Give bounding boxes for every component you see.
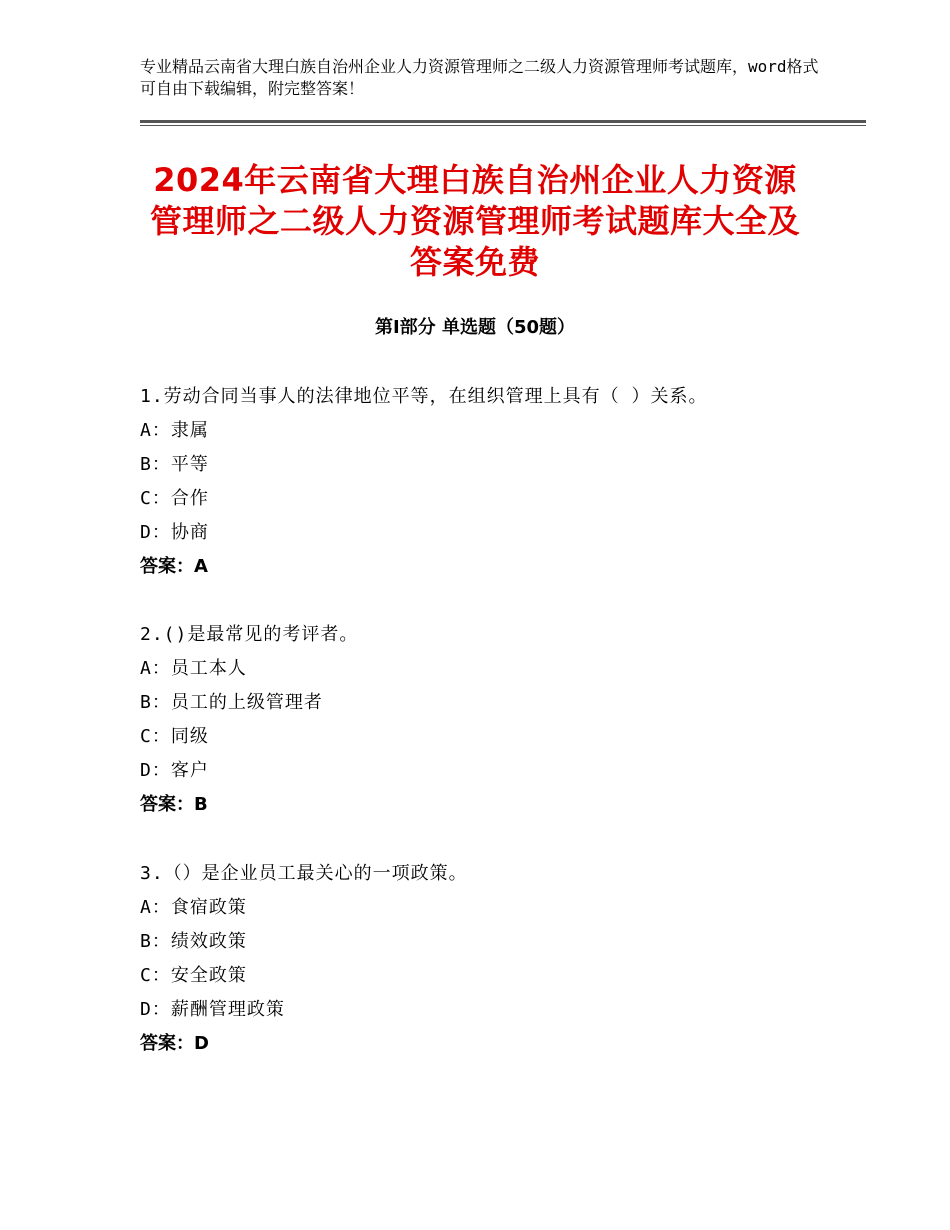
- option-d: D：薪酬管理政策: [140, 999, 285, 1020]
- option-d: D：协商: [140, 522, 209, 543]
- option-b: B：绩效政策: [140, 931, 247, 952]
- option-b: B：员工的上级管理者: [140, 692, 323, 713]
- header-divider-thick: [140, 120, 866, 123]
- option-c: C：合作: [140, 488, 209, 509]
- option-a: A：隶属: [140, 420, 209, 441]
- document-title: 2024年云南省大理白族自治州企业人力资源管理师之二级人力资源管理师考试题库大全及答案免费: [149, 161, 800, 281]
- answer-label: 答案：D: [140, 1033, 209, 1054]
- answer-label: 答案：B: [140, 794, 208, 815]
- section-heading: 第Ⅰ部分 单选题（50题）: [374, 317, 575, 338]
- question-3: [140, 861, 840, 1065]
- header-note: 专业精品云南省大理白族自治州企业人力资源管理师之二级人力资源管理师考试题库，word格式可自由下载编辑，附完整答案！: [140, 57, 819, 98]
- question-2: [140, 622, 840, 826]
- option-b: B：平等: [140, 454, 209, 475]
- option-c: C：安全政策: [140, 965, 247, 986]
- option-a: A：食宿政策: [140, 897, 247, 918]
- question-stem: 3.（）是企业员工最关心的一项政策。: [140, 863, 468, 884]
- header-divider-thin: [140, 125, 866, 126]
- question-stem: 2.()是最常见的考评者。: [140, 624, 359, 645]
- answer-label: 答案：A: [140, 556, 208, 577]
- option-d: D：客户: [140, 760, 209, 781]
- option-c: C：同级: [140, 726, 209, 747]
- question-stem: 1.劳动合同当事人的法律地位平等，在组织管理上具有（ ）关系。: [140, 386, 708, 407]
- option-a: A：员工本人: [140, 658, 247, 679]
- question-1: [140, 384, 840, 588]
